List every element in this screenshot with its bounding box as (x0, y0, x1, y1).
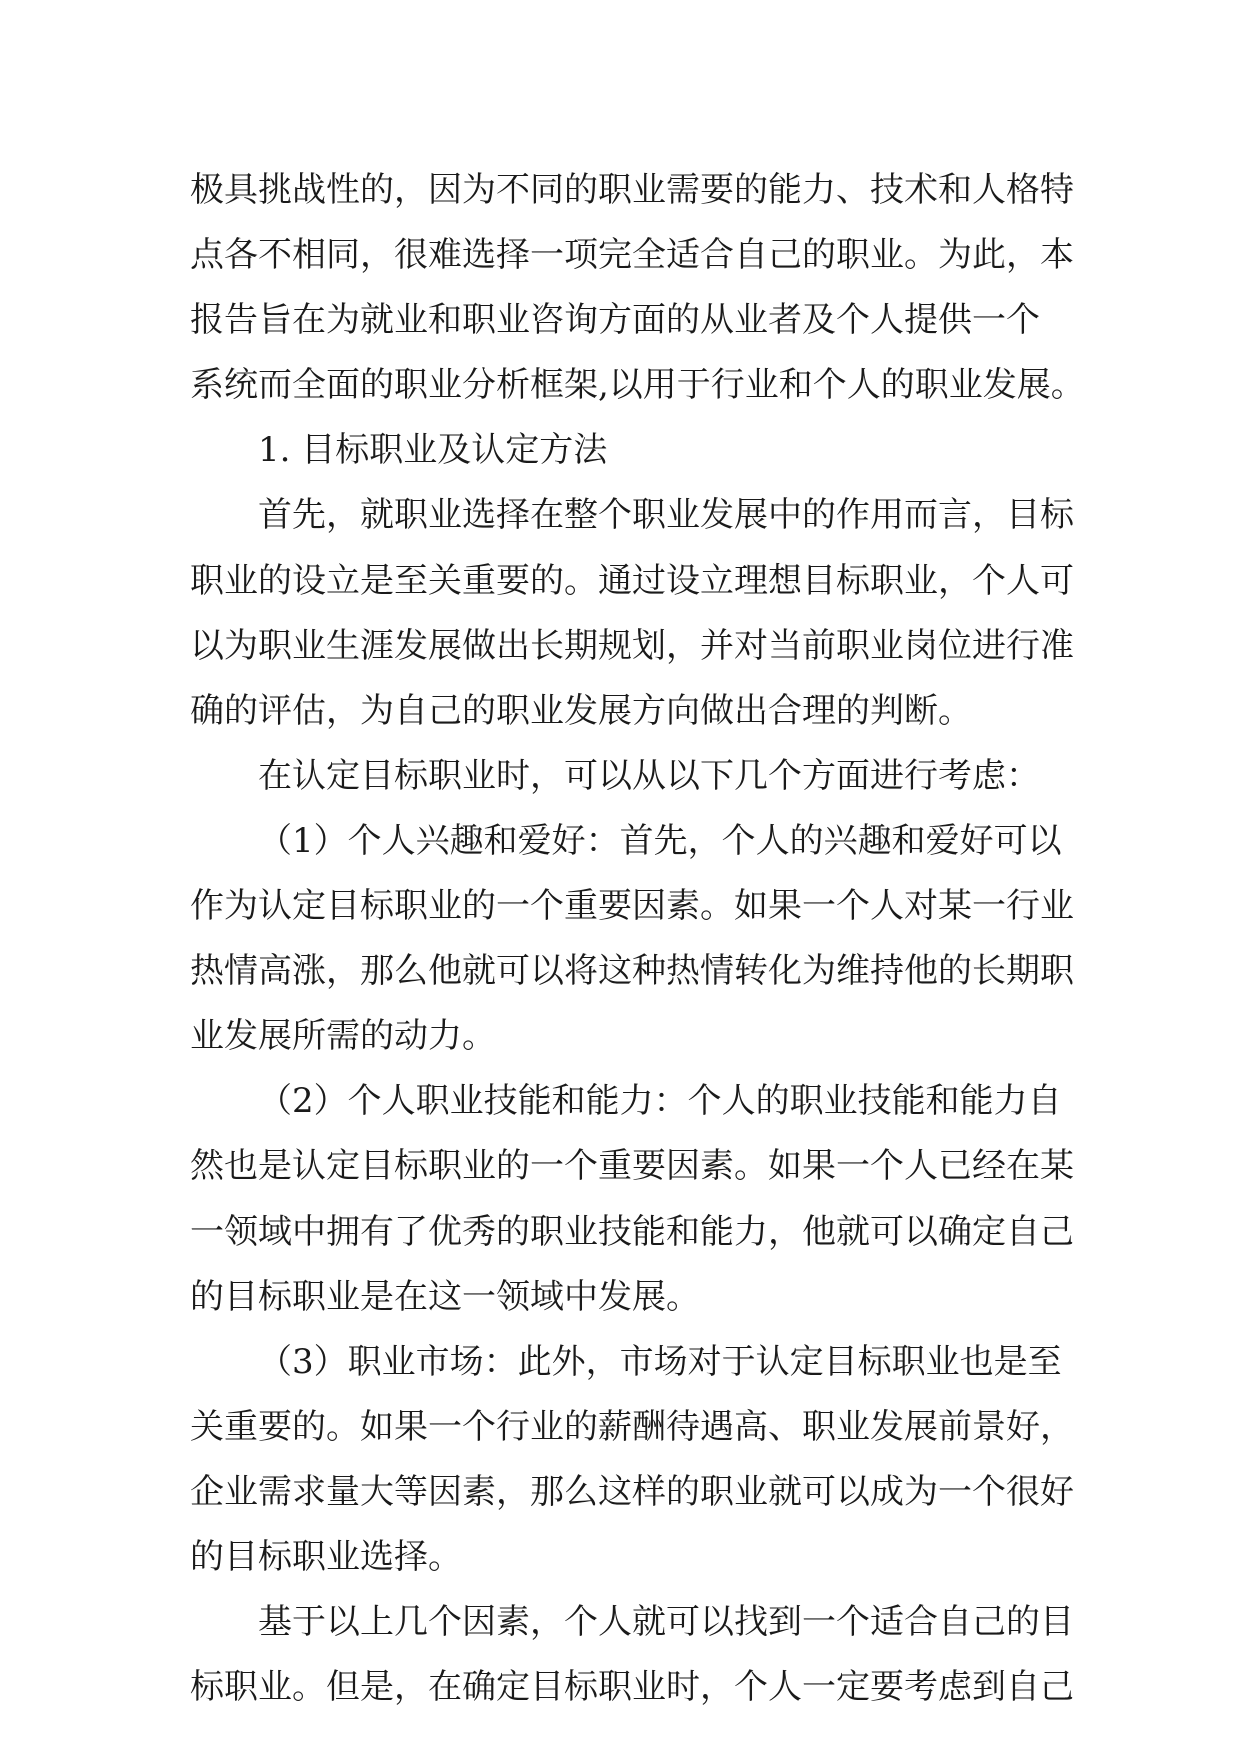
text-line: 然也是认定目标职业的一个重要因素。如果一个人已经在某 (190, 1146, 1074, 1187)
list-item-start: （2）个人职业技能和能力：个人的职业技能和能力自 (258, 1081, 1062, 1122)
text-line: 一领域中拥有了优秀的职业技能和能力，他就可以确定自己 (190, 1211, 1074, 1252)
text-line: 职业的设立是至关重要的。通过设立理想目标职业，个人可 (190, 560, 1074, 601)
list-item-start: （1）个人兴趣和爱好：首先，个人的兴趣和爱好可以 (258, 820, 1062, 861)
body-text (190, 158, 1085, 1720)
text-line: 极具挑战性的，因为不同的职业需要的能力、技术和人格特 (190, 170, 1074, 210)
text-line: 的目标职业是在这一领域中发展。 (190, 1276, 700, 1317)
section-heading: 1. 目标职业及认定方法 (258, 430, 608, 471)
text-line: 热情高涨，那么他就可以将这种热情转化为维持他的长期职 (190, 951, 1074, 992)
text-line: 的目标职业选择。 (190, 1536, 462, 1577)
text-line: 点各不相同，很难选择一项完全适合自己的职业。为此，本 (190, 235, 1074, 276)
text-line: 以为职业生涯发展做出长期规划，并对当前职业岗位进行准 (190, 625, 1074, 666)
text-line: 系统而全面的职业分析框架,以用于行业和个人的职业发展。 (190, 365, 1085, 406)
text-line: 企业需求量大等因素，那么这样的职业就可以成为一个很好 (190, 1471, 1074, 1512)
paragraph-start: 在认定目标职业时，可以从以下几个方面进行考虑： (258, 755, 1040, 796)
text-line: 确的评估，为自己的职业发展方向做出合理的判断。 (190, 690, 972, 731)
paragraph-start: 首先，就职业选择在整个职业发展中的作用而言，目标 (258, 495, 1074, 536)
text-line: 关重要的。如果一个行业的薪酬待遇高、职业发展前景好， (190, 1406, 1074, 1447)
text-line: 报告旨在为就业和职业咨询方面的从业者及个人提供一个 (190, 300, 1040, 341)
text-line: 业发展所需的动力。 (190, 1016, 496, 1057)
text-line: 作为认定目标职业的一个重要因素。如果一个人对某一行业 (190, 886, 1074, 927)
text-line: 标职业。但是，在确定目标职业时，个人一定要考虑到自己 (190, 1667, 1074, 1708)
list-item-start: （3）职业市场：此外，市场对于认定目标职业也是至 (258, 1341, 1062, 1382)
paragraph-start: 基于以上几个因素，个人就可以找到一个适合自己的目 (258, 1602, 1074, 1643)
